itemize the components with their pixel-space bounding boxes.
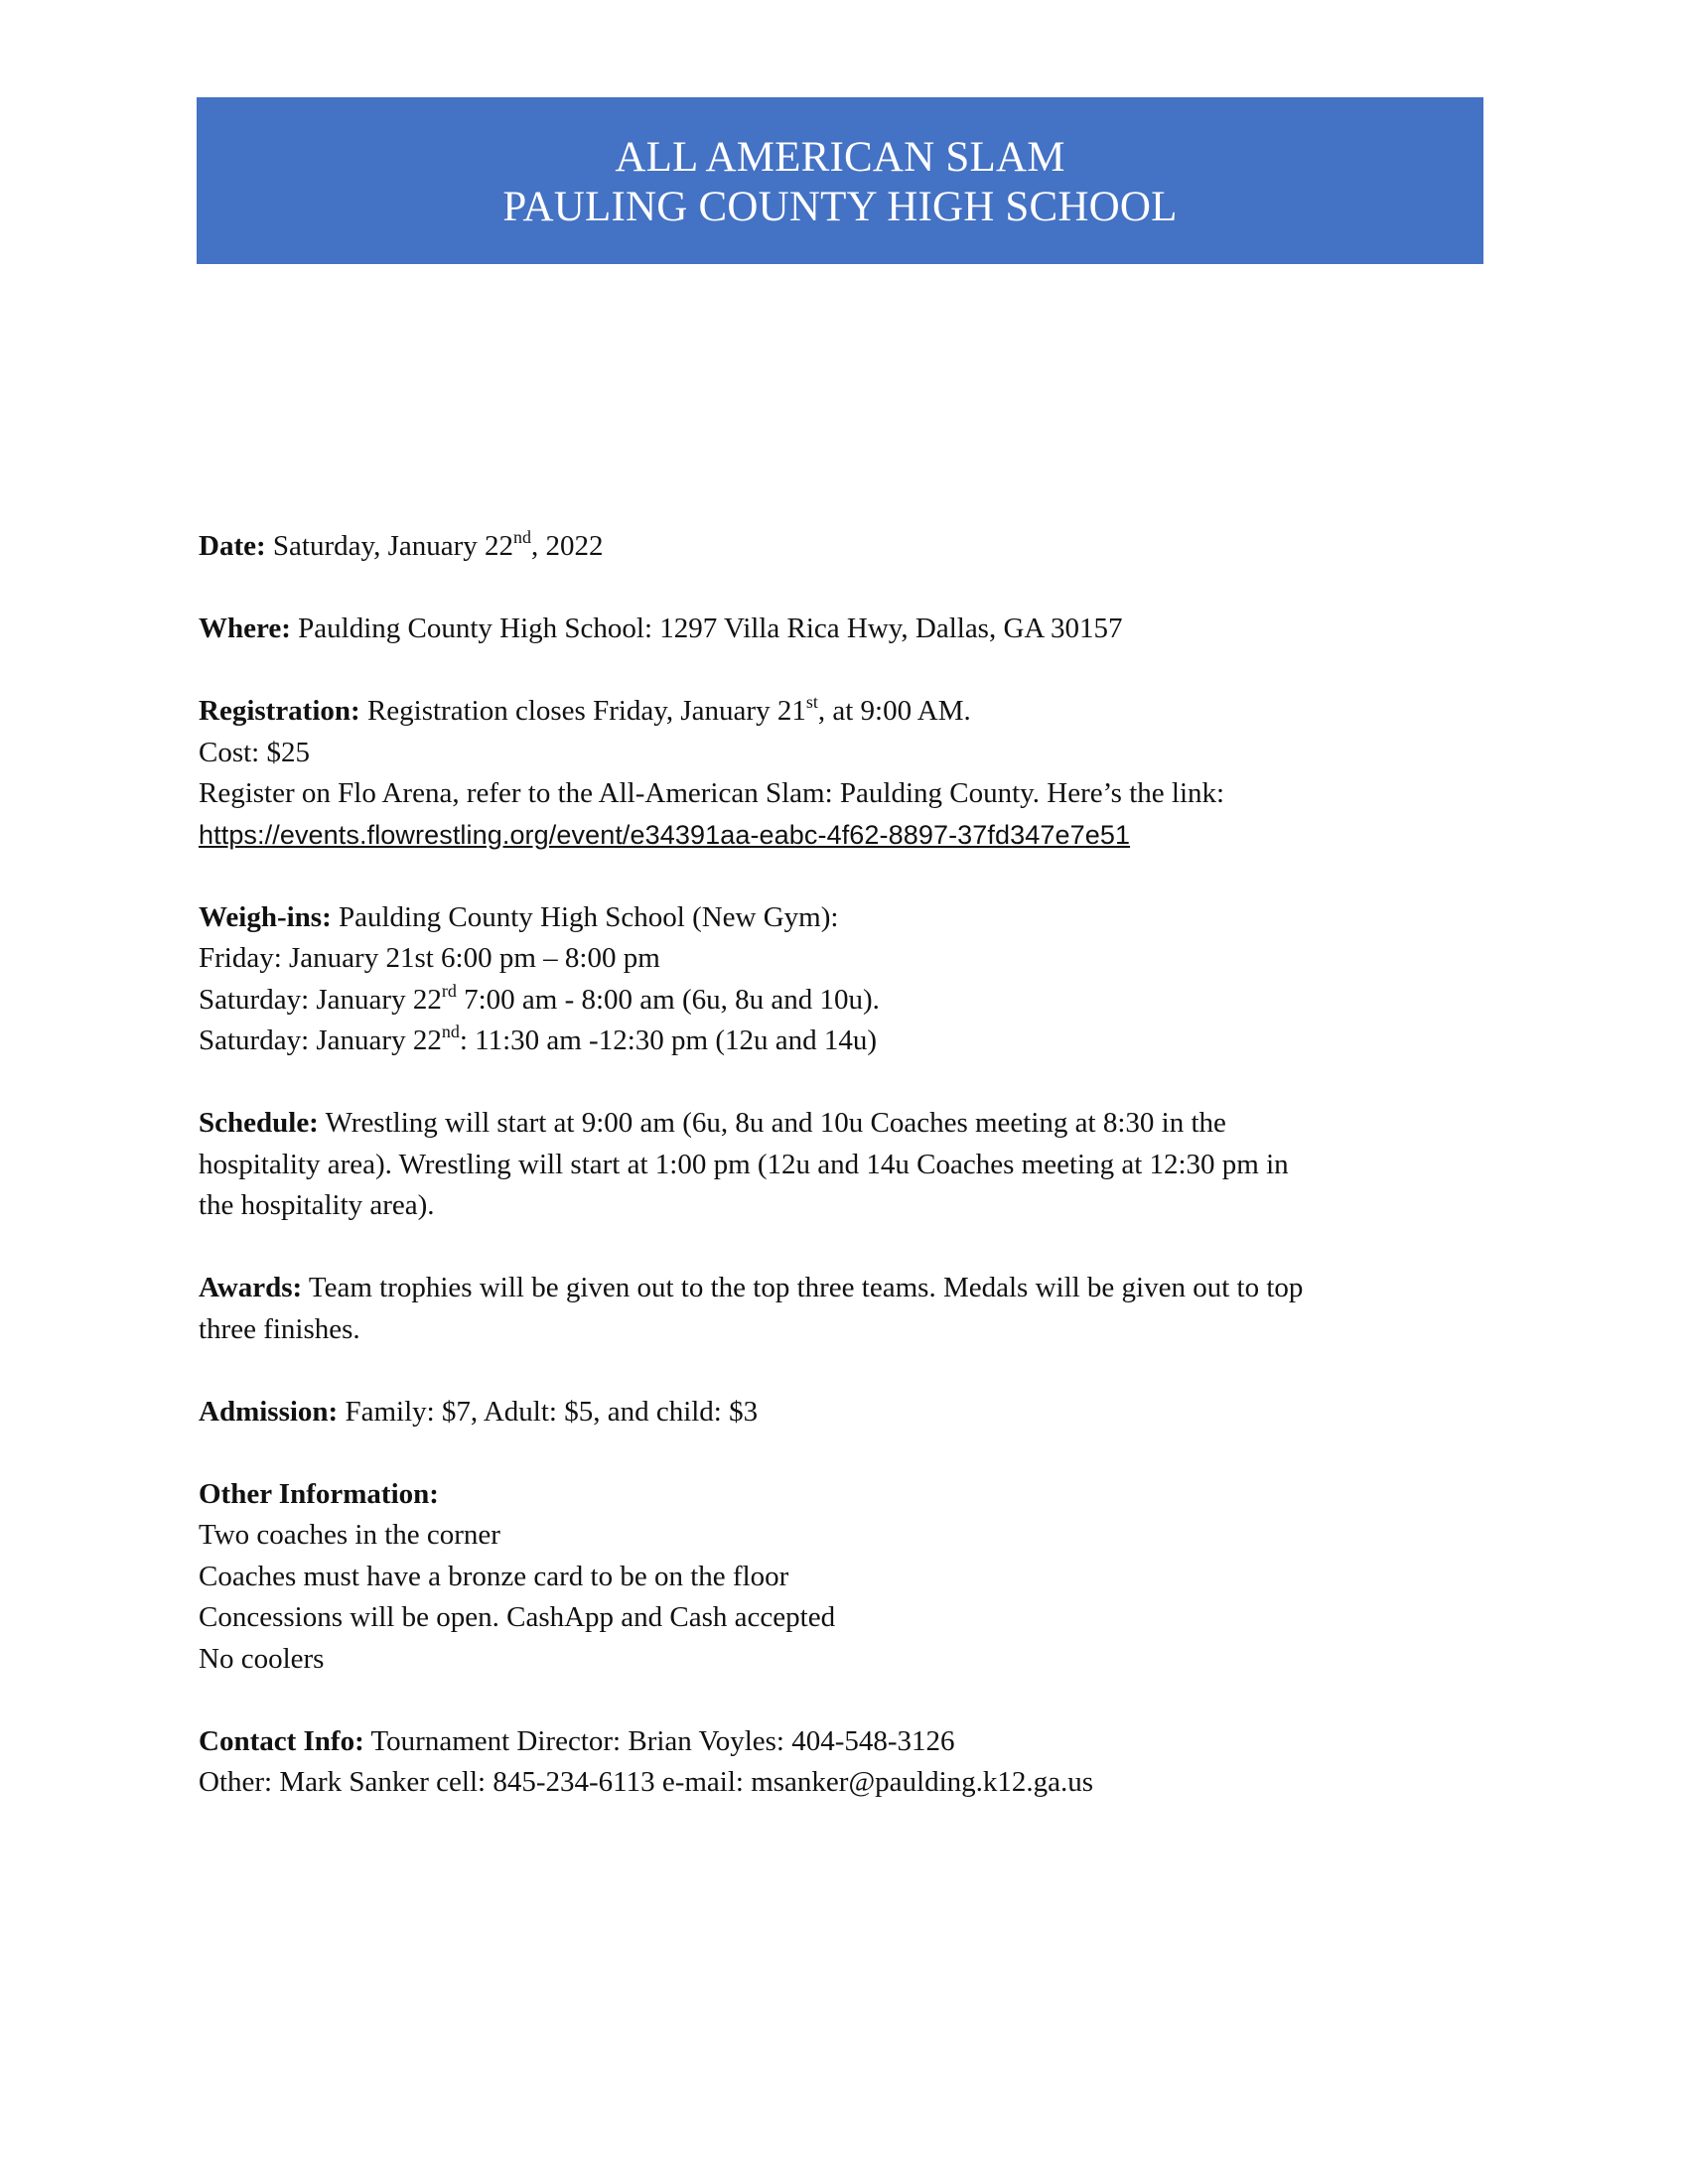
registration-label: Registration: [199, 695, 360, 727]
title-banner [197, 97, 1483, 264]
weigh-ins-label: Weigh-ins: [199, 900, 332, 933]
admission-prices: Family: $7, Adult: $5, and child: $3 [338, 1395, 759, 1428]
weigh-ins-saturday-early-time: 7:00 am - 8:00 am (6u, 8u and 10u). [456, 983, 880, 1016]
schedule-line-2: hospitality area). Wrestling will start at 1:00 pm (12u and 14u Coaches meeting at 12:30 pm in [199, 1148, 1289, 1180]
date-label: Date: [199, 530, 266, 562]
event-details [199, 526, 1489, 1844]
awards-label: Awards: [199, 1272, 303, 1303]
contact-director: Tournament Director: Brian Voyles: 404-548-3126 [363, 1724, 955, 1757]
admission-label: Admission: [199, 1395, 339, 1428]
date-value: Saturday, January 22 [265, 530, 514, 562]
schedule-section [199, 1103, 1489, 1227]
awards-line-2: three finishes. [199, 1312, 360, 1345]
weigh-ins-saturday-late-time: : 11:30 am -12:30 pm (12u and 14u) [459, 1024, 878, 1056]
date-section [199, 526, 1489, 568]
where-label: Where: [199, 613, 291, 644]
event-title: ALL AMERICAN SLAM [615, 134, 1065, 181]
weigh-ins-saturday-late-date: Saturday: January 22 [199, 1024, 442, 1056]
weigh-ins-saturday-late-ordinal: nd [441, 1022, 460, 1041]
registration-close-text: Registration closes Friday, January 21 [359, 695, 806, 727]
registration-link[interactable]: https://events.flowrestling.org/event/e34391aa-eabc-4f62-8897-37fd347e7e51 [199, 819, 1131, 850]
registration-instructions: Register on Flo Arena, refer to the All-American Slam: Paulding County. Here’s the link: [199, 777, 1225, 809]
venue-title: PAULING COUNTY HIGH SCHOOL [502, 184, 1178, 230]
where-section [199, 609, 1489, 650]
registration-cost: Cost: $25 [199, 736, 310, 768]
other-info-item: Coaches must have a bronze card to be on the floor [199, 1560, 789, 1592]
other-info-item: Two coaches in the corner [199, 1519, 500, 1551]
contact-other: Other: Mark Sanker cell: 845-234-6113 e-mail: msanker@paulding.k12.ga.us [199, 1766, 1094, 1798]
weigh-ins-friday: Friday: January 21st 6:00 pm – 8:00 pm [199, 942, 660, 974]
registration-ordinal: st [805, 692, 818, 712]
awards-line-1: Team trophies will be given out to the top three teams. Medals will be given out to top [302, 1272, 1304, 1303]
weigh-ins-section [199, 897, 1489, 1062]
other-info-item: Concessions will be open. CashApp and Cash accepted [199, 1601, 836, 1633]
registration-time: , at 9:00 AM. [817, 695, 971, 727]
schedule-line-3: the hospitality area). [199, 1189, 435, 1221]
where-value: Paulding County High School: 1297 Villa Rica Hwy, Dallas, GA 30157 [290, 613, 1123, 644]
admission-section [199, 1392, 1489, 1433]
awards-section [199, 1268, 1489, 1350]
date-year: , 2022 [531, 530, 604, 562]
other-info-item: No coolers [199, 1642, 325, 1675]
contact-label: Contact Info: [199, 1724, 364, 1757]
weigh-ins-saturday-early-ordinal: rd [441, 980, 457, 1001]
registration-section [199, 691, 1489, 856]
other-info-section [199, 1474, 1489, 1681]
contact-section [199, 1721, 1489, 1804]
weigh-ins-saturday-early-date: Saturday: January 22 [199, 983, 442, 1016]
schedule-label: Schedule: [199, 1107, 319, 1139]
schedule-line-1: Wrestling will start at 9:00 am (6u, 8u and 10u Coaches meeting at 8:30 in the [318, 1107, 1226, 1139]
weigh-ins-location: Paulding County High School (New Gym): [331, 900, 839, 933]
date-ordinal: nd [513, 527, 532, 547]
other-info-label: Other Information: [199, 1477, 439, 1510]
